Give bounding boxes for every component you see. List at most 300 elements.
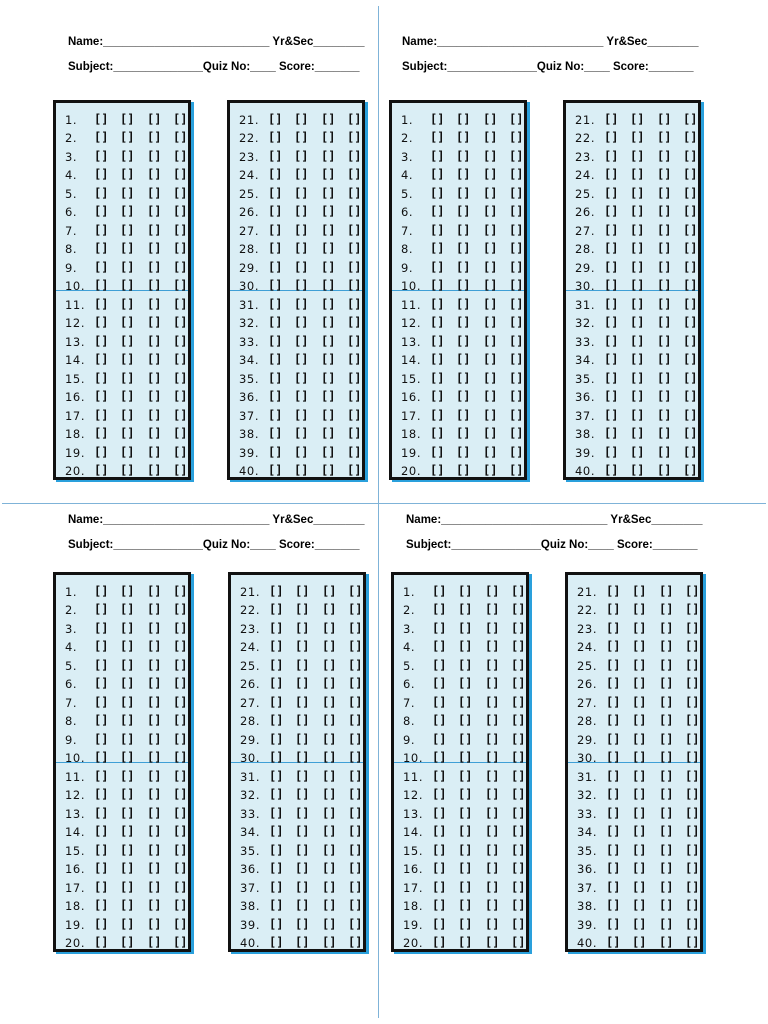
answer-bubble-a[interactable]: [] bbox=[269, 639, 284, 653]
answer-bubble-d[interactable]: [] bbox=[173, 769, 188, 783]
answer-bubble-b[interactable]: [] bbox=[120, 787, 135, 801]
answer-bubble-a[interactable]: [] bbox=[606, 713, 621, 727]
answer-bubble-b[interactable]: [] bbox=[456, 408, 471, 422]
answer-bubble-a[interactable]: [] bbox=[269, 713, 284, 727]
answer-bubble-d[interactable]: [] bbox=[173, 408, 188, 422]
answer-bubble-b[interactable]: [] bbox=[456, 130, 471, 144]
answer-bubble-a[interactable]: [] bbox=[94, 824, 109, 838]
answer-bubble-c[interactable]: [] bbox=[659, 732, 674, 746]
answer-bubble-a[interactable]: [] bbox=[432, 935, 447, 949]
answer-bubble-a[interactable]: [] bbox=[432, 843, 447, 857]
answer-bubble-b[interactable]: [] bbox=[632, 824, 647, 838]
answer-bubble-d[interactable]: [] bbox=[683, 297, 698, 311]
answer-bubble-b[interactable]: [] bbox=[295, 843, 310, 857]
answer-bubble-d[interactable]: [] bbox=[173, 861, 188, 875]
answer-bubble-c[interactable]: [] bbox=[147, 463, 162, 477]
answer-bubble-b[interactable]: [] bbox=[294, 352, 309, 366]
answer-bubble-d[interactable]: [] bbox=[685, 861, 700, 875]
answer-bubble-d[interactable]: [] bbox=[683, 167, 698, 181]
answer-bubble-a[interactable]: [] bbox=[268, 241, 283, 255]
answer-bubble-c[interactable]: [] bbox=[147, 676, 162, 690]
answer-bubble-d[interactable]: [] bbox=[685, 935, 700, 949]
answer-bubble-b[interactable]: [] bbox=[120, 898, 135, 912]
answer-bubble-c[interactable]: [] bbox=[321, 463, 336, 477]
answer-bubble-a[interactable]: [] bbox=[269, 843, 284, 857]
answer-bubble-d[interactable]: [] bbox=[685, 658, 700, 672]
answer-bubble-b[interactable]: [] bbox=[295, 732, 310, 746]
answer-bubble-d[interactable]: [] bbox=[683, 112, 698, 126]
answer-bubble-c[interactable]: [] bbox=[147, 408, 162, 422]
answer-bubble-b[interactable]: [] bbox=[120, 297, 135, 311]
answer-bubble-b[interactable]: [] bbox=[632, 713, 647, 727]
answer-bubble-c[interactable]: [] bbox=[147, 750, 162, 764]
answer-bubble-b[interactable]: [] bbox=[632, 917, 647, 931]
answer-bubble-a[interactable]: [] bbox=[268, 186, 283, 200]
answer-bubble-a[interactable]: [] bbox=[430, 297, 445, 311]
answer-bubble-d[interactable]: [] bbox=[685, 639, 700, 653]
answer-bubble-d[interactable]: [] bbox=[173, 167, 188, 181]
answer-bubble-a[interactable]: [] bbox=[604, 389, 619, 403]
answer-bubble-b[interactable]: [] bbox=[632, 935, 647, 949]
answer-bubble-d[interactable]: [] bbox=[173, 112, 188, 126]
answer-bubble-b[interactable]: [] bbox=[120, 112, 135, 126]
answer-bubble-c[interactable]: [] bbox=[657, 167, 672, 181]
answer-bubble-c[interactable]: [] bbox=[483, 334, 498, 348]
answer-bubble-d[interactable]: [] bbox=[347, 389, 362, 403]
answer-bubble-b[interactable]: [] bbox=[632, 658, 647, 672]
answer-bubble-b[interactable]: [] bbox=[458, 898, 473, 912]
answer-bubble-c[interactable]: [] bbox=[322, 824, 337, 838]
answer-bubble-a[interactable]: [] bbox=[604, 167, 619, 181]
answer-bubble-a[interactable]: [] bbox=[432, 584, 447, 598]
answer-bubble-c[interactable]: [] bbox=[659, 898, 674, 912]
answer-bubble-a[interactable]: [] bbox=[94, 204, 109, 218]
answer-bubble-c[interactable]: [] bbox=[321, 389, 336, 403]
answer-bubble-c[interactable]: [] bbox=[321, 408, 336, 422]
answer-bubble-a[interactable]: [] bbox=[432, 769, 447, 783]
answer-bubble-d[interactable]: [] bbox=[173, 824, 188, 838]
answer-bubble-a[interactable]: [] bbox=[94, 935, 109, 949]
answer-bubble-a[interactable]: [] bbox=[430, 445, 445, 459]
answer-bubble-c[interactable]: [] bbox=[321, 297, 336, 311]
answer-bubble-c[interactable]: [] bbox=[147, 149, 162, 163]
answer-bubble-b[interactable]: [] bbox=[120, 713, 135, 727]
answer-bubble-c[interactable]: [] bbox=[321, 167, 336, 181]
answer-bubble-c[interactable]: [] bbox=[483, 426, 498, 440]
answer-bubble-d[interactable]: [] bbox=[173, 898, 188, 912]
answer-bubble-d[interactable]: [] bbox=[173, 241, 188, 255]
answer-bubble-a[interactable]: [] bbox=[432, 602, 447, 616]
answer-bubble-a[interactable]: [] bbox=[606, 898, 621, 912]
answer-bubble-d[interactable]: [] bbox=[173, 602, 188, 616]
answer-bubble-a[interactable]: [] bbox=[604, 223, 619, 237]
answer-bubble-b[interactable]: [] bbox=[294, 334, 309, 348]
answer-bubble-c[interactable]: [] bbox=[485, 584, 500, 598]
answer-bubble-a[interactable]: [] bbox=[94, 371, 109, 385]
answer-bubble-a[interactable]: [] bbox=[430, 352, 445, 366]
answer-bubble-b[interactable]: [] bbox=[295, 695, 310, 709]
answer-bubble-b[interactable]: [] bbox=[295, 676, 310, 690]
answer-bubble-b[interactable]: [] bbox=[458, 713, 473, 727]
answer-bubble-a[interactable]: [] bbox=[94, 880, 109, 894]
answer-bubble-a[interactable]: [] bbox=[269, 824, 284, 838]
answer-bubble-b[interactable]: [] bbox=[456, 463, 471, 477]
answer-bubble-a[interactable]: [] bbox=[94, 408, 109, 422]
answer-bubble-a[interactable]: [] bbox=[604, 149, 619, 163]
answer-bubble-d[interactable]: [] bbox=[347, 149, 362, 163]
answer-bubble-d[interactable]: [] bbox=[511, 861, 526, 875]
answer-bubble-a[interactable]: [] bbox=[606, 787, 621, 801]
answer-bubble-b[interactable]: [] bbox=[295, 935, 310, 949]
answer-bubble-c[interactable]: [] bbox=[321, 223, 336, 237]
answer-bubble-d[interactable]: [] bbox=[509, 408, 524, 422]
answer-bubble-b[interactable]: [] bbox=[632, 639, 647, 653]
answer-bubble-d[interactable]: [] bbox=[509, 130, 524, 144]
answer-bubble-a[interactable]: [] bbox=[432, 806, 447, 820]
answer-bubble-d[interactable]: [] bbox=[173, 130, 188, 144]
answer-bubble-d[interactable]: [] bbox=[685, 917, 700, 931]
answer-bubble-b[interactable]: [] bbox=[120, 426, 135, 440]
answer-bubble-b[interactable]: [] bbox=[294, 389, 309, 403]
answer-bubble-d[interactable]: [] bbox=[683, 445, 698, 459]
answer-bubble-b[interactable]: [] bbox=[632, 806, 647, 820]
answer-bubble-a[interactable]: [] bbox=[430, 315, 445, 329]
answer-bubble-b[interactable]: [] bbox=[458, 769, 473, 783]
answer-bubble-b[interactable]: [] bbox=[632, 861, 647, 875]
answer-bubble-a[interactable]: [] bbox=[94, 260, 109, 274]
answer-bubble-c[interactable]: [] bbox=[659, 639, 674, 653]
answer-bubble-b[interactable]: [] bbox=[456, 186, 471, 200]
answer-bubble-d[interactable]: [] bbox=[683, 426, 698, 440]
answer-bubble-b[interactable]: [] bbox=[458, 750, 473, 764]
answer-bubble-d[interactable]: [] bbox=[173, 880, 188, 894]
answer-bubble-a[interactable]: [] bbox=[606, 861, 621, 875]
answer-bubble-b[interactable]: [] bbox=[632, 880, 647, 894]
answer-bubble-c[interactable]: [] bbox=[483, 112, 498, 126]
answer-bubble-c[interactable]: [] bbox=[659, 602, 674, 616]
answer-bubble-d[interactable]: [] bbox=[685, 787, 700, 801]
answer-bubble-d[interactable]: [] bbox=[685, 843, 700, 857]
answer-bubble-b[interactable]: [] bbox=[120, 334, 135, 348]
answer-bubble-c[interactable]: [] bbox=[483, 223, 498, 237]
answer-bubble-a[interactable]: [] bbox=[269, 917, 284, 931]
answer-bubble-c[interactable]: [] bbox=[659, 787, 674, 801]
answer-bubble-c[interactable]: [] bbox=[657, 278, 672, 292]
answer-bubble-d[interactable]: [] bbox=[685, 621, 700, 635]
answer-bubble-a[interactable]: [] bbox=[604, 204, 619, 218]
answer-bubble-c[interactable]: [] bbox=[657, 408, 672, 422]
answer-bubble-c[interactable]: [] bbox=[322, 806, 337, 820]
answer-bubble-b[interactable]: [] bbox=[295, 750, 310, 764]
answer-bubble-c[interactable]: [] bbox=[147, 732, 162, 746]
answer-bubble-b[interactable]: [] bbox=[632, 676, 647, 690]
answer-bubble-d[interactable]: [] bbox=[509, 149, 524, 163]
answer-bubble-a[interactable]: [] bbox=[430, 426, 445, 440]
answer-bubble-a[interactable]: [] bbox=[606, 880, 621, 894]
answer-bubble-d[interactable]: [] bbox=[173, 278, 188, 292]
answer-bubble-c[interactable]: [] bbox=[657, 352, 672, 366]
answer-bubble-d[interactable]: [] bbox=[509, 334, 524, 348]
answer-bubble-b[interactable]: [] bbox=[120, 584, 135, 598]
answer-bubble-a[interactable]: [] bbox=[606, 843, 621, 857]
answer-bubble-a[interactable]: [] bbox=[94, 278, 109, 292]
answer-bubble-a[interactable]: [] bbox=[94, 352, 109, 366]
answer-bubble-a[interactable]: [] bbox=[269, 695, 284, 709]
answer-bubble-d[interactable]: [] bbox=[173, 297, 188, 311]
answer-bubble-b[interactable]: [] bbox=[632, 584, 647, 598]
answer-bubble-a[interactable]: [] bbox=[94, 167, 109, 181]
answer-bubble-c[interactable]: [] bbox=[147, 621, 162, 635]
answer-bubble-a[interactable]: [] bbox=[94, 676, 109, 690]
answer-bubble-b[interactable]: [] bbox=[458, 935, 473, 949]
answer-bubble-a[interactable]: [] bbox=[606, 695, 621, 709]
answer-bubble-a[interactable]: [] bbox=[604, 408, 619, 422]
answer-bubble-c[interactable]: [] bbox=[659, 806, 674, 820]
answer-bubble-a[interactable]: [] bbox=[269, 880, 284, 894]
answer-bubble-a[interactable]: [] bbox=[606, 732, 621, 746]
answer-bubble-d[interactable]: [] bbox=[511, 602, 526, 616]
answer-bubble-d[interactable]: [] bbox=[348, 824, 363, 838]
answer-bubble-b[interactable]: [] bbox=[295, 602, 310, 616]
answer-bubble-d[interactable]: [] bbox=[173, 426, 188, 440]
answer-bubble-c[interactable]: [] bbox=[322, 750, 337, 764]
answer-bubble-d[interactable]: [] bbox=[348, 602, 363, 616]
answer-bubble-a[interactable]: [] bbox=[94, 241, 109, 255]
answer-bubble-a[interactable]: [] bbox=[430, 130, 445, 144]
answer-bubble-d[interactable]: [] bbox=[683, 334, 698, 348]
answer-bubble-b[interactable]: [] bbox=[630, 149, 645, 163]
answer-bubble-a[interactable]: [] bbox=[94, 223, 109, 237]
answer-bubble-a[interactable]: [] bbox=[606, 639, 621, 653]
answer-bubble-c[interactable]: [] bbox=[657, 371, 672, 385]
answer-bubble-b[interactable]: [] bbox=[294, 408, 309, 422]
answer-bubble-c[interactable]: [] bbox=[147, 713, 162, 727]
answer-bubble-b[interactable]: [] bbox=[120, 732, 135, 746]
answer-bubble-b[interactable]: [] bbox=[120, 935, 135, 949]
answer-bubble-c[interactable]: [] bbox=[485, 676, 500, 690]
answer-bubble-a[interactable]: [] bbox=[269, 602, 284, 616]
answer-bubble-b[interactable]: [] bbox=[458, 787, 473, 801]
answer-bubble-a[interactable]: [] bbox=[94, 732, 109, 746]
answer-bubble-c[interactable]: [] bbox=[147, 639, 162, 653]
answer-bubble-d[interactable]: [] bbox=[509, 315, 524, 329]
answer-bubble-a[interactable]: [] bbox=[432, 658, 447, 672]
answer-bubble-b[interactable]: [] bbox=[630, 223, 645, 237]
answer-bubble-c[interactable]: [] bbox=[147, 223, 162, 237]
answer-bubble-c[interactable]: [] bbox=[147, 787, 162, 801]
answer-bubble-c[interactable]: [] bbox=[657, 315, 672, 329]
answer-bubble-d[interactable]: [] bbox=[509, 278, 524, 292]
answer-bubble-a[interactable]: [] bbox=[604, 278, 619, 292]
answer-bubble-d[interactable]: [] bbox=[173, 149, 188, 163]
answer-bubble-b[interactable]: [] bbox=[630, 204, 645, 218]
answer-bubble-c[interactable]: [] bbox=[483, 149, 498, 163]
answer-bubble-c[interactable]: [] bbox=[147, 186, 162, 200]
answer-bubble-d[interactable]: [] bbox=[683, 278, 698, 292]
answer-bubble-b[interactable]: [] bbox=[630, 241, 645, 255]
answer-bubble-d[interactable]: [] bbox=[173, 787, 188, 801]
answer-bubble-b[interactable]: [] bbox=[456, 426, 471, 440]
answer-bubble-d[interactable]: [] bbox=[173, 445, 188, 459]
answer-bubble-c[interactable]: [] bbox=[659, 676, 674, 690]
answer-bubble-d[interactable]: [] bbox=[509, 241, 524, 255]
answer-bubble-b[interactable]: [] bbox=[630, 297, 645, 311]
answer-bubble-d[interactable]: [] bbox=[509, 186, 524, 200]
answer-bubble-d[interactable]: [] bbox=[685, 602, 700, 616]
answer-bubble-d[interactable]: [] bbox=[173, 621, 188, 635]
answer-bubble-d[interactable]: [] bbox=[347, 260, 362, 274]
answer-bubble-a[interactable]: [] bbox=[94, 639, 109, 653]
answer-bubble-d[interactable]: [] bbox=[511, 843, 526, 857]
answer-bubble-b[interactable]: [] bbox=[295, 824, 310, 838]
answer-bubble-d[interactable]: [] bbox=[173, 223, 188, 237]
answer-bubble-b[interactable]: [] bbox=[295, 769, 310, 783]
answer-bubble-b[interactable]: [] bbox=[120, 371, 135, 385]
answer-bubble-d[interactable]: [] bbox=[173, 204, 188, 218]
answer-bubble-a[interactable]: [] bbox=[269, 621, 284, 635]
answer-bubble-c[interactable]: [] bbox=[659, 695, 674, 709]
answer-bubble-d[interactable]: [] bbox=[685, 750, 700, 764]
answer-bubble-a[interactable]: [] bbox=[604, 260, 619, 274]
answer-bubble-a[interactable]: [] bbox=[94, 602, 109, 616]
answer-bubble-b[interactable]: [] bbox=[295, 861, 310, 875]
answer-bubble-d[interactable]: [] bbox=[173, 806, 188, 820]
answer-bubble-d[interactable]: [] bbox=[511, 713, 526, 727]
answer-bubble-d[interactable]: [] bbox=[511, 880, 526, 894]
answer-bubble-c[interactable]: [] bbox=[659, 861, 674, 875]
answer-bubble-b[interactable]: [] bbox=[630, 260, 645, 274]
answer-bubble-b[interactable]: [] bbox=[630, 278, 645, 292]
answer-bubble-a[interactable]: [] bbox=[94, 463, 109, 477]
answer-bubble-d[interactable]: [] bbox=[348, 750, 363, 764]
answer-bubble-c[interactable]: [] bbox=[321, 445, 336, 459]
answer-bubble-c[interactable]: [] bbox=[485, 824, 500, 838]
answer-bubble-b[interactable]: [] bbox=[120, 861, 135, 875]
answer-bubble-a[interactable]: [] bbox=[94, 445, 109, 459]
answer-bubble-a[interactable]: [] bbox=[268, 334, 283, 348]
answer-bubble-b[interactable]: [] bbox=[458, 639, 473, 653]
answer-bubble-d[interactable]: [] bbox=[347, 241, 362, 255]
answer-bubble-c[interactable]: [] bbox=[147, 260, 162, 274]
answer-bubble-a[interactable]: [] bbox=[268, 278, 283, 292]
answer-bubble-c[interactable]: [] bbox=[659, 880, 674, 894]
answer-bubble-a[interactable]: [] bbox=[604, 463, 619, 477]
answer-bubble-b[interactable]: [] bbox=[294, 186, 309, 200]
answer-bubble-a[interactable]: [] bbox=[604, 445, 619, 459]
answer-bubble-d[interactable]: [] bbox=[348, 843, 363, 857]
answer-bubble-b[interactable]: [] bbox=[632, 621, 647, 635]
answer-bubble-a[interactable]: [] bbox=[604, 426, 619, 440]
answer-bubble-c[interactable]: [] bbox=[659, 750, 674, 764]
answer-bubble-d[interactable]: [] bbox=[683, 352, 698, 366]
answer-bubble-c[interactable]: [] bbox=[322, 861, 337, 875]
answer-bubble-d[interactable]: [] bbox=[685, 676, 700, 690]
answer-bubble-c[interactable]: [] bbox=[485, 769, 500, 783]
answer-bubble-d[interactable]: [] bbox=[511, 824, 526, 838]
answer-bubble-b[interactable]: [] bbox=[120, 602, 135, 616]
answer-bubble-a[interactable]: [] bbox=[268, 260, 283, 274]
answer-bubble-c[interactable]: [] bbox=[322, 769, 337, 783]
answer-bubble-b[interactable]: [] bbox=[456, 112, 471, 126]
answer-bubble-b[interactable]: [] bbox=[120, 621, 135, 635]
answer-bubble-d[interactable]: [] bbox=[685, 880, 700, 894]
answer-bubble-b[interactable]: [] bbox=[456, 241, 471, 255]
answer-bubble-c[interactable]: [] bbox=[659, 824, 674, 838]
answer-bubble-c[interactable]: [] bbox=[147, 315, 162, 329]
answer-bubble-a[interactable]: [] bbox=[269, 787, 284, 801]
answer-bubble-b[interactable]: [] bbox=[120, 695, 135, 709]
answer-bubble-b[interactable]: [] bbox=[630, 167, 645, 181]
answer-bubble-c[interactable]: [] bbox=[657, 186, 672, 200]
answer-bubble-b[interactable]: [] bbox=[456, 260, 471, 274]
answer-bubble-d[interactable]: [] bbox=[173, 658, 188, 672]
answer-bubble-b[interactable]: [] bbox=[120, 149, 135, 163]
answer-bubble-c[interactable]: [] bbox=[147, 695, 162, 709]
answer-bubble-a[interactable]: [] bbox=[268, 445, 283, 459]
answer-bubble-c[interactable]: [] bbox=[322, 732, 337, 746]
answer-bubble-a[interactable]: [] bbox=[430, 186, 445, 200]
answer-bubble-b[interactable]: [] bbox=[120, 880, 135, 894]
answer-bubble-a[interactable]: [] bbox=[604, 130, 619, 144]
answer-bubble-a[interactable]: [] bbox=[94, 843, 109, 857]
answer-bubble-c[interactable]: [] bbox=[485, 898, 500, 912]
answer-bubble-b[interactable]: [] bbox=[630, 408, 645, 422]
answer-bubble-d[interactable]: [] bbox=[509, 463, 524, 477]
answer-bubble-b[interactable]: [] bbox=[458, 602, 473, 616]
answer-bubble-a[interactable]: [] bbox=[432, 787, 447, 801]
answer-bubble-d[interactable]: [] bbox=[173, 463, 188, 477]
answer-bubble-a[interactable]: [] bbox=[269, 676, 284, 690]
answer-bubble-d[interactable]: [] bbox=[348, 769, 363, 783]
answer-bubble-c[interactable]: [] bbox=[322, 676, 337, 690]
answer-bubble-c[interactable]: [] bbox=[147, 880, 162, 894]
answer-bubble-d[interactable]: [] bbox=[511, 806, 526, 820]
answer-bubble-a[interactable]: [] bbox=[606, 602, 621, 616]
answer-bubble-d[interactable]: [] bbox=[685, 769, 700, 783]
answer-bubble-a[interactable]: [] bbox=[432, 917, 447, 931]
answer-bubble-c[interactable]: [] bbox=[485, 602, 500, 616]
answer-bubble-d[interactable]: [] bbox=[511, 732, 526, 746]
answer-bubble-d[interactable]: [] bbox=[173, 695, 188, 709]
answer-bubble-a[interactable]: [] bbox=[432, 676, 447, 690]
answer-bubble-a[interactable]: [] bbox=[432, 695, 447, 709]
answer-bubble-d[interactable]: [] bbox=[511, 658, 526, 672]
answer-bubble-b[interactable]: [] bbox=[295, 880, 310, 894]
answer-bubble-b[interactable]: [] bbox=[120, 843, 135, 857]
answer-bubble-c[interactable]: [] bbox=[147, 843, 162, 857]
answer-bubble-d[interactable]: [] bbox=[173, 639, 188, 653]
answer-bubble-a[interactable]: [] bbox=[430, 241, 445, 255]
answer-bubble-d[interactable]: [] bbox=[683, 223, 698, 237]
answer-bubble-c[interactable]: [] bbox=[321, 260, 336, 274]
answer-bubble-b[interactable]: [] bbox=[120, 445, 135, 459]
answer-bubble-d[interactable]: [] bbox=[348, 584, 363, 598]
answer-bubble-c[interactable]: [] bbox=[147, 935, 162, 949]
answer-bubble-d[interactable]: [] bbox=[511, 898, 526, 912]
answer-bubble-d[interactable]: [] bbox=[511, 769, 526, 783]
answer-bubble-a[interactable]: [] bbox=[432, 824, 447, 838]
answer-bubble-c[interactable]: [] bbox=[147, 204, 162, 218]
answer-bubble-b[interactable]: [] bbox=[120, 204, 135, 218]
answer-bubble-d[interactable]: [] bbox=[685, 732, 700, 746]
answer-bubble-b[interactable]: [] bbox=[294, 204, 309, 218]
answer-bubble-c[interactable]: [] bbox=[485, 806, 500, 820]
answer-bubble-d[interactable]: [] bbox=[173, 917, 188, 931]
answer-bubble-c[interactable]: [] bbox=[147, 584, 162, 598]
answer-bubble-a[interactable]: [] bbox=[94, 917, 109, 931]
answer-bubble-c[interactable]: [] bbox=[322, 917, 337, 931]
answer-bubble-b[interactable]: [] bbox=[120, 389, 135, 403]
